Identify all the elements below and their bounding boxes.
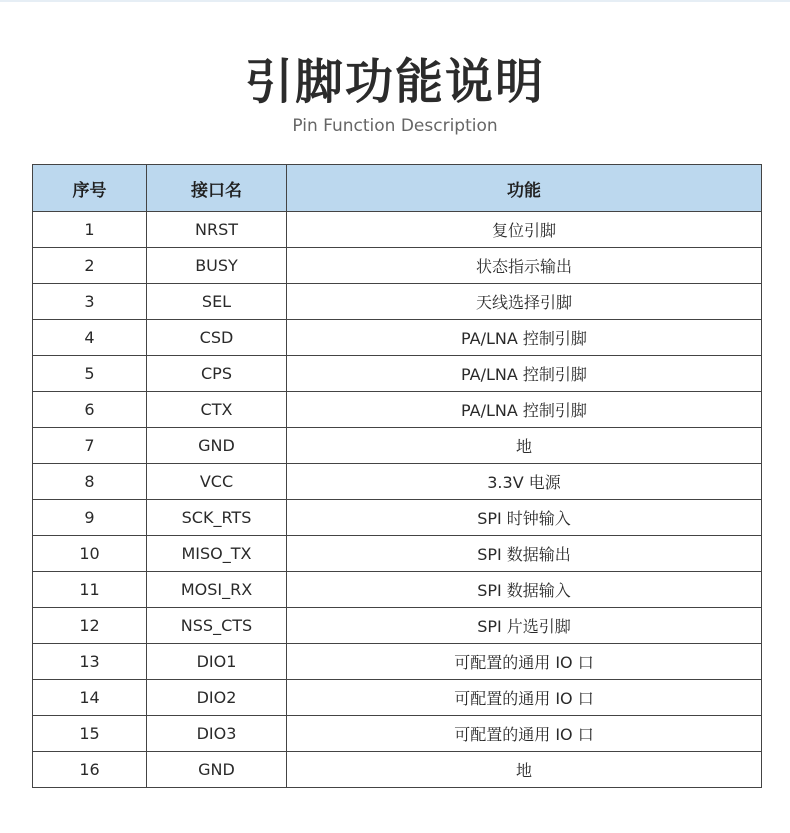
top-divider (0, 0, 790, 2)
cell-interface-name: NSS_CTS (147, 608, 287, 644)
cell-interface-name: CTX (147, 392, 287, 428)
cell-interface-name: VCC (147, 464, 287, 500)
table-row (33, 356, 762, 392)
cell-number: 1 (33, 212, 147, 248)
cell-number: 9 (33, 500, 147, 536)
cell-function: SPI 数据输出 (287, 536, 762, 572)
header-interface-name: 接口名 (147, 165, 287, 212)
table-row (33, 320, 762, 356)
cell-function: PA/LNA 控制引脚 (287, 320, 762, 356)
cell-interface-name: DIO1 (147, 644, 287, 680)
table-header-row (33, 165, 762, 212)
table-row (33, 536, 762, 572)
cell-interface-name: GND (147, 752, 287, 788)
table-row (33, 608, 762, 644)
cell-number: 11 (33, 572, 147, 608)
cell-number: 2 (33, 248, 147, 284)
table-row (33, 500, 762, 536)
cell-function: 可配置的通用 IO 口 (287, 680, 762, 716)
cell-interface-name: MISO_TX (147, 536, 287, 572)
cell-interface-name: NRST (147, 212, 287, 248)
cell-interface-name: MOSI_RX (147, 572, 287, 608)
cell-function: 地 (287, 428, 762, 464)
cell-interface-name: BUSY (147, 248, 287, 284)
cell-function: 复位引脚 (287, 212, 762, 248)
cell-number: 4 (33, 320, 147, 356)
cell-number: 15 (33, 716, 147, 752)
cell-number: 13 (33, 644, 147, 680)
cell-function: 天线选择引脚 (287, 284, 762, 320)
cell-function: SPI 片选引脚 (287, 608, 762, 644)
cell-number: 8 (33, 464, 147, 500)
cell-number: 16 (33, 752, 147, 788)
table-row (33, 644, 762, 680)
cell-interface-name: SEL (147, 284, 287, 320)
table-row (33, 572, 762, 608)
cell-interface-name: DIO3 (147, 716, 287, 752)
cell-function: SPI 数据输入 (287, 572, 762, 608)
header-function: 功能 (287, 165, 762, 212)
page-title: 引脚功能说明 (244, 54, 545, 110)
cell-function: 可配置的通用 IO 口 (287, 716, 762, 752)
page-subtitle: Pin Function Description (292, 116, 498, 136)
cell-number: 7 (33, 428, 147, 464)
table-row (33, 716, 762, 752)
cell-function: SPI 时钟输入 (287, 500, 762, 536)
cell-interface-name: CPS (147, 356, 287, 392)
cell-function: 可配置的通用 IO 口 (287, 644, 762, 680)
cell-function: PA/LNA 控制引脚 (287, 356, 762, 392)
cell-interface-name: CSD (147, 320, 287, 356)
table-row (33, 428, 762, 464)
cell-function: PA/LNA 控制引脚 (287, 392, 762, 428)
table-row (33, 680, 762, 716)
pin-function-table (32, 164, 762, 788)
cell-number: 5 (33, 356, 147, 392)
table-row (33, 212, 762, 248)
table-row (33, 752, 762, 788)
table-row (33, 392, 762, 428)
cell-function: 状态指示输出 (287, 248, 762, 284)
table-row (33, 464, 762, 500)
table-row (33, 248, 762, 284)
cell-interface-name: SCK_RTS (147, 500, 287, 536)
cell-number: 3 (33, 284, 147, 320)
cell-interface-name: GND (147, 428, 287, 464)
cell-number: 14 (33, 680, 147, 716)
cell-function: 地 (287, 752, 762, 788)
cell-number: 10 (33, 536, 147, 572)
table-row (33, 284, 762, 320)
cell-interface-name: DIO2 (147, 680, 287, 716)
cell-number: 6 (33, 392, 147, 428)
cell-number: 12 (33, 608, 147, 644)
cell-function: 3.3V 电源 (287, 464, 762, 500)
header-number: 序号 (33, 165, 147, 212)
